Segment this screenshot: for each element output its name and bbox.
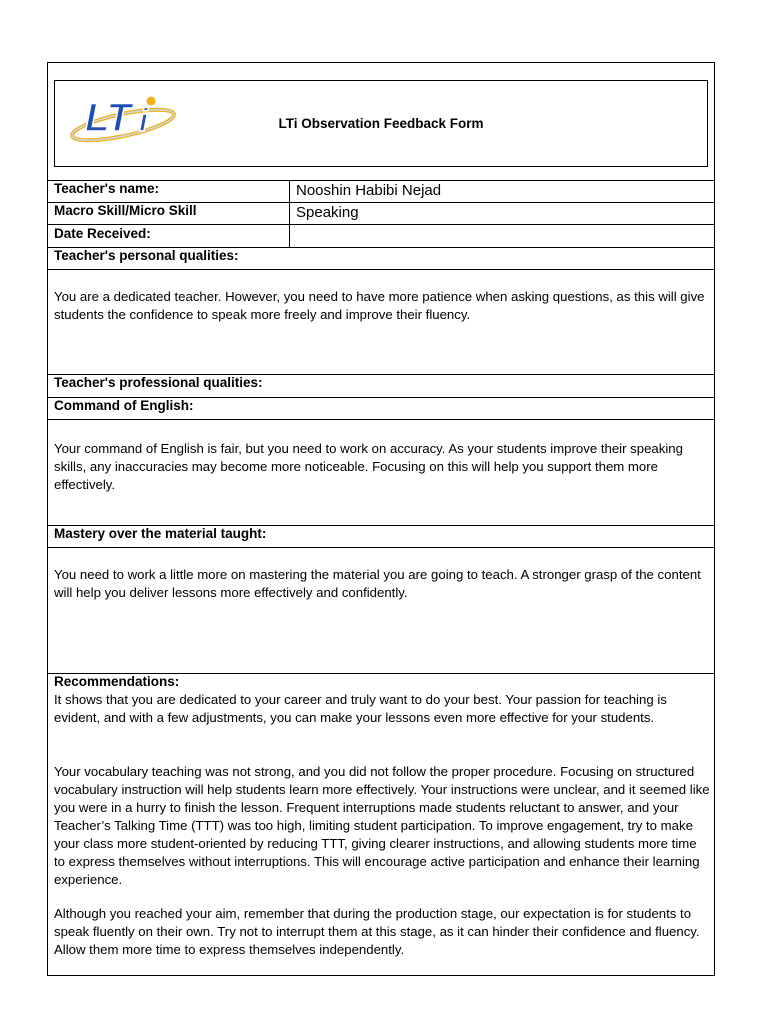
personal-qualities-text: You are a dedicated teacher. However, you need to have more patience when asking questions, as this will give students the confidence to speak more freely and improve their fluency. — [54, 289, 705, 322]
professional-qualities-label: Teacher's professional qualities: — [54, 375, 263, 390]
personal-qualities-label: Teacher's personal qualities: — [54, 248, 239, 263]
form-header — [54, 80, 708, 167]
recommendation-paragraph: Although you reached your aim, remember that during the production stage, our expectation is for students to speak fluently on their own. Try not to interrupt them at this stage, as it can hinder their confidence and fluency. Allow them more time to express themselves independently. — [54, 906, 700, 957]
form-title: LTi Observation Feedback Form — [278, 116, 484, 131]
mastery-label: Mastery over the material taught: — [54, 526, 267, 541]
recommendations-label: Recommendations: — [54, 674, 180, 689]
divider — [48, 547, 714, 548]
command-of-english-label: Command of English: — [54, 398, 194, 413]
teacher-name-label: Teacher's name: — [54, 181, 160, 196]
teacher-name-value: Nooshin Habibi Nejad — [296, 182, 442, 199]
skill-label: Macro Skill/Micro Skill — [54, 203, 197, 218]
recommendation-paragraph: Your vocabulary teaching was not strong, and you did not follow the proper procedure. Focusing on structured vocabulary instruction will help students learn more effectively. Your instructions were unclear, and it seemed like you were in a hurry to finish the lesson. Frequent interruptions made students reluctant to answer, and your Teacher’s Talking Time (TTT) was too high, limiting student participation. To improve engagement, try to make your class more student-oriented by reducing TTT, giving clearer instructions, and allowing students more time to express themselves without interruptions. This will encourage active participation and enhance their learning experience. — [54, 764, 710, 887]
column-divider — [289, 180, 290, 248]
mastery-text: You need to work a little more on mastering the material you are going to teach. A stronger grasp of the content will help you deliver lessons more effectively and confidently. — [54, 567, 701, 600]
divider — [48, 419, 714, 420]
svg-text:LT: LT — [85, 96, 131, 140]
date-received-label: Date Received: — [54, 226, 151, 241]
divider — [48, 224, 714, 225]
feedback-form — [47, 62, 715, 976]
skill-value: Speaking — [296, 204, 359, 221]
recommendation-paragraph: It shows that you are dedicated to your career and truly want to do your best. Your passion for teaching is evident, and with a few adjustments, you can make your lessons even more effective for your students. — [54, 692, 667, 725]
command-of-english-text: Your command of English is fair, but you need to work on accuracy. As your students improve their speaking skills, any inaccuracies may become more noticeable. Focusing on this will help you support them more effectively. — [54, 441, 683, 492]
svg-text:i: i — [139, 102, 148, 138]
divider — [48, 269, 714, 270]
